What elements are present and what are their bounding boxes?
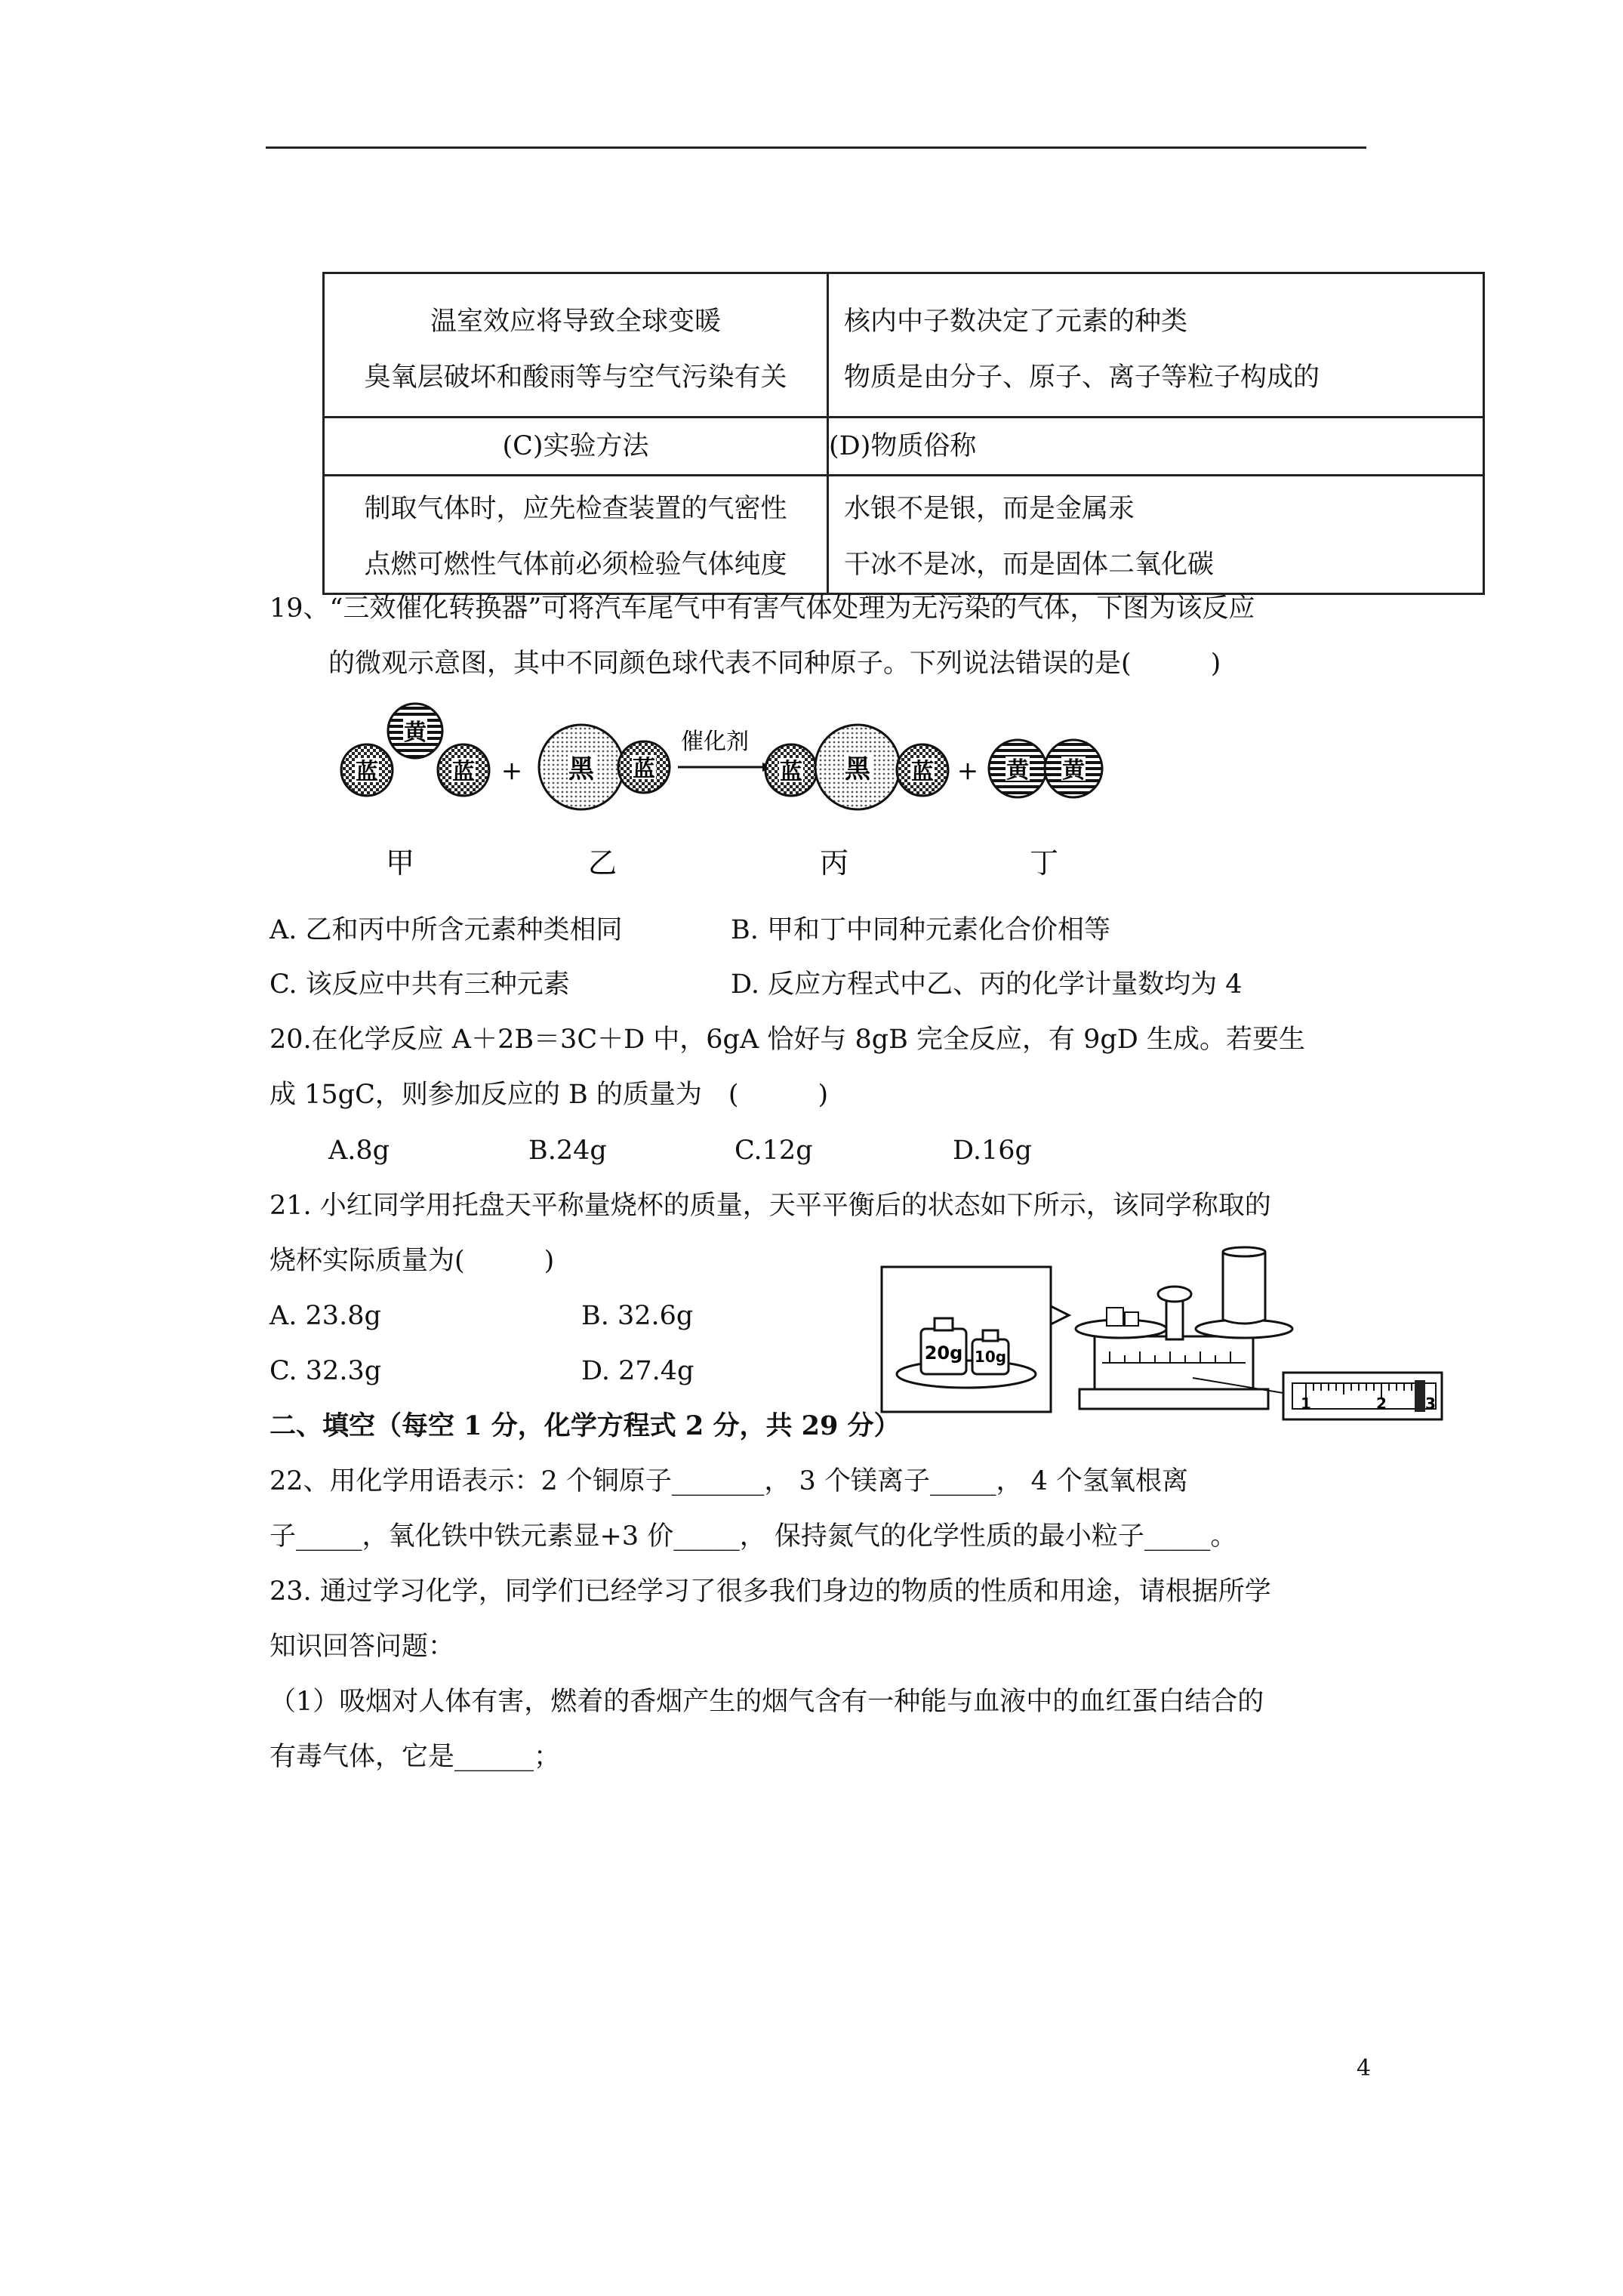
plus-sign: + — [500, 756, 523, 786]
ball-label: 蓝 — [633, 756, 655, 782]
weight-10g-label: 10g — [974, 1348, 1007, 1366]
ball-label: 蓝 — [452, 759, 475, 785]
q23-line4: 有毒气体，它是______； — [269, 1742, 561, 1772]
q20-option-d: D.16g — [953, 1136, 1032, 1166]
ball-label: 黄 — [404, 720, 427, 746]
page-number: 4 — [1357, 2055, 1372, 2082]
rider — [1415, 1380, 1425, 1412]
ball-label: 黑 — [568, 754, 594, 784]
q21-option-c: C. 32.3g — [269, 1356, 382, 1386]
q20-option-b: B.24g — [528, 1136, 607, 1166]
ball-label: 黑 — [845, 754, 870, 784]
q19-option-b: B. 甲和丁中同种元素化合价相等 — [731, 915, 1110, 945]
q21-line1: 21. 小红同学用托盘天平称量烧杯的质量，天平平衡后的状态如下所示，该同学称取的 — [269, 1191, 1271, 1221]
table-cell-row1-right — [828, 273, 1484, 418]
section-title: 二、填空（每空 1 分，化学方程式 2 分，共 29 分） — [269, 1410, 901, 1441]
balance — [1076, 1247, 1292, 1409]
header-rule — [266, 146, 1366, 149]
label-ding: 丁 — [1029, 846, 1059, 880]
catalyst-arrow — [678, 729, 773, 772]
label-jia: 甲 — [385, 846, 415, 880]
q20-option-c: C.12g — [735, 1136, 813, 1166]
plus-sign: + — [956, 756, 979, 786]
ball-label: 黄 — [1062, 757, 1085, 784]
q19-line1: 19、“三效催化转换器”可将汽车尾气中有害气体处理为无污染的气体，下图为该反应 — [269, 593, 1255, 624]
q19-option-c: C. 该反应中共有三种元素 — [269, 969, 570, 1000]
scale-label-3: 3 — [1425, 1395, 1436, 1413]
table-cell-row3-right — [828, 476, 1484, 594]
table-head-names: (D)物质俗称 — [828, 418, 1484, 476]
scale-label-1: 1 — [1301, 1395, 1311, 1413]
table-line: 温室效应将导致全球变暖 — [430, 307, 721, 337]
q21-option-d: D. 27.4g — [581, 1356, 694, 1386]
molecule-yi — [539, 725, 670, 809]
ball-label: 黄 — [1006, 757, 1029, 784]
q20-line2: 成 15gC，则参加反应的 B 的质量为 ( ) — [269, 1080, 829, 1110]
q19-option-a: A. 乙和丙中所含元素种类相同 — [269, 915, 623, 945]
ball-label: 蓝 — [911, 759, 934, 785]
molecule-jia — [341, 704, 489, 796]
table-line: 核内中子数决定了元素的种类 — [844, 307, 1188, 337]
table-cell-row3-left — [324, 476, 828, 594]
q21-line2: 烧杯实际质量为( ) — [269, 1246, 555, 1276]
table-cell-row1-left — [324, 273, 828, 418]
catalyst-label: 催化剂 — [681, 729, 749, 755]
weight-20g-label: 20g — [924, 1342, 963, 1364]
q23-line3: （1）吸烟对人体有害，燃着的香烟产生的烟气含有一种能与血液中的血红蛋白结合的 — [269, 1687, 1264, 1717]
q22-line2: 子_____，氧化铁中铁元素显+3 价_____， 保持氮气的化学性质的最小粒子_____。 — [269, 1521, 1237, 1552]
ball-label: 蓝 — [356, 759, 378, 785]
molecule-ding — [989, 740, 1102, 797]
q20-line1: 20.在化学反应 A＋2B＝3C＋D 中，6gA 恰好与 8gB 完全反应，有 9gD 生成。若要生 — [269, 1025, 1305, 1055]
table-head-experiment: (C)实验方法 — [324, 418, 828, 476]
q23-line1: 23. 通过学习化学，同学们已经学习了很多我们身边的物质的性质和用途，请根据所学 — [269, 1576, 1271, 1607]
table-line: 水银不是银，而是金属汞 — [844, 494, 1135, 524]
reaction-diagram — [325, 695, 1140, 883]
q20-option-a: A.8g — [328, 1136, 390, 1166]
q19-option-d: D. 反应方程式中乙、丙的化学计量数均为 4 — [731, 969, 1243, 1000]
label-yi: 乙 — [587, 846, 617, 880]
table-line: 制取气体时，应先检查装置的气密性 — [364, 494, 787, 524]
molecule-bing — [765, 725, 948, 809]
beaker — [1223, 1252, 1265, 1324]
ball-label: 蓝 — [780, 759, 802, 785]
knowledge-table — [322, 272, 1485, 595]
q22-line1: 22、用化学用语表示：2 个铜原子_______， 3 个镁离子_____， 4 个氢氧根离 — [269, 1466, 1188, 1496]
balance-figure — [876, 1238, 1449, 1435]
table-line: 干冰不是冰，而是固体二氧化碳 — [844, 550, 1215, 580]
q21-option-a: A. 23.8g — [269, 1301, 381, 1331]
table-line: 物质是由分子、原子、离子等粒子构成的 — [844, 362, 1320, 393]
table-line: 臭氧层破坏和酸雨等与空气污染有关 — [364, 362, 787, 393]
scale-label-2: 2 — [1376, 1395, 1387, 1413]
q19-line2: 的微观示意图，其中不同颜色球代表不同种原子。下列说法错误的是( ) — [328, 649, 1221, 679]
q21-option-b: B. 32.6g — [581, 1301, 694, 1331]
q23-line2: 知识回答问题： — [269, 1632, 455, 1662]
table-line: 点燃可燃性气体前必须检验气体纯度 — [364, 550, 787, 580]
label-bing: 丙 — [819, 846, 849, 880]
